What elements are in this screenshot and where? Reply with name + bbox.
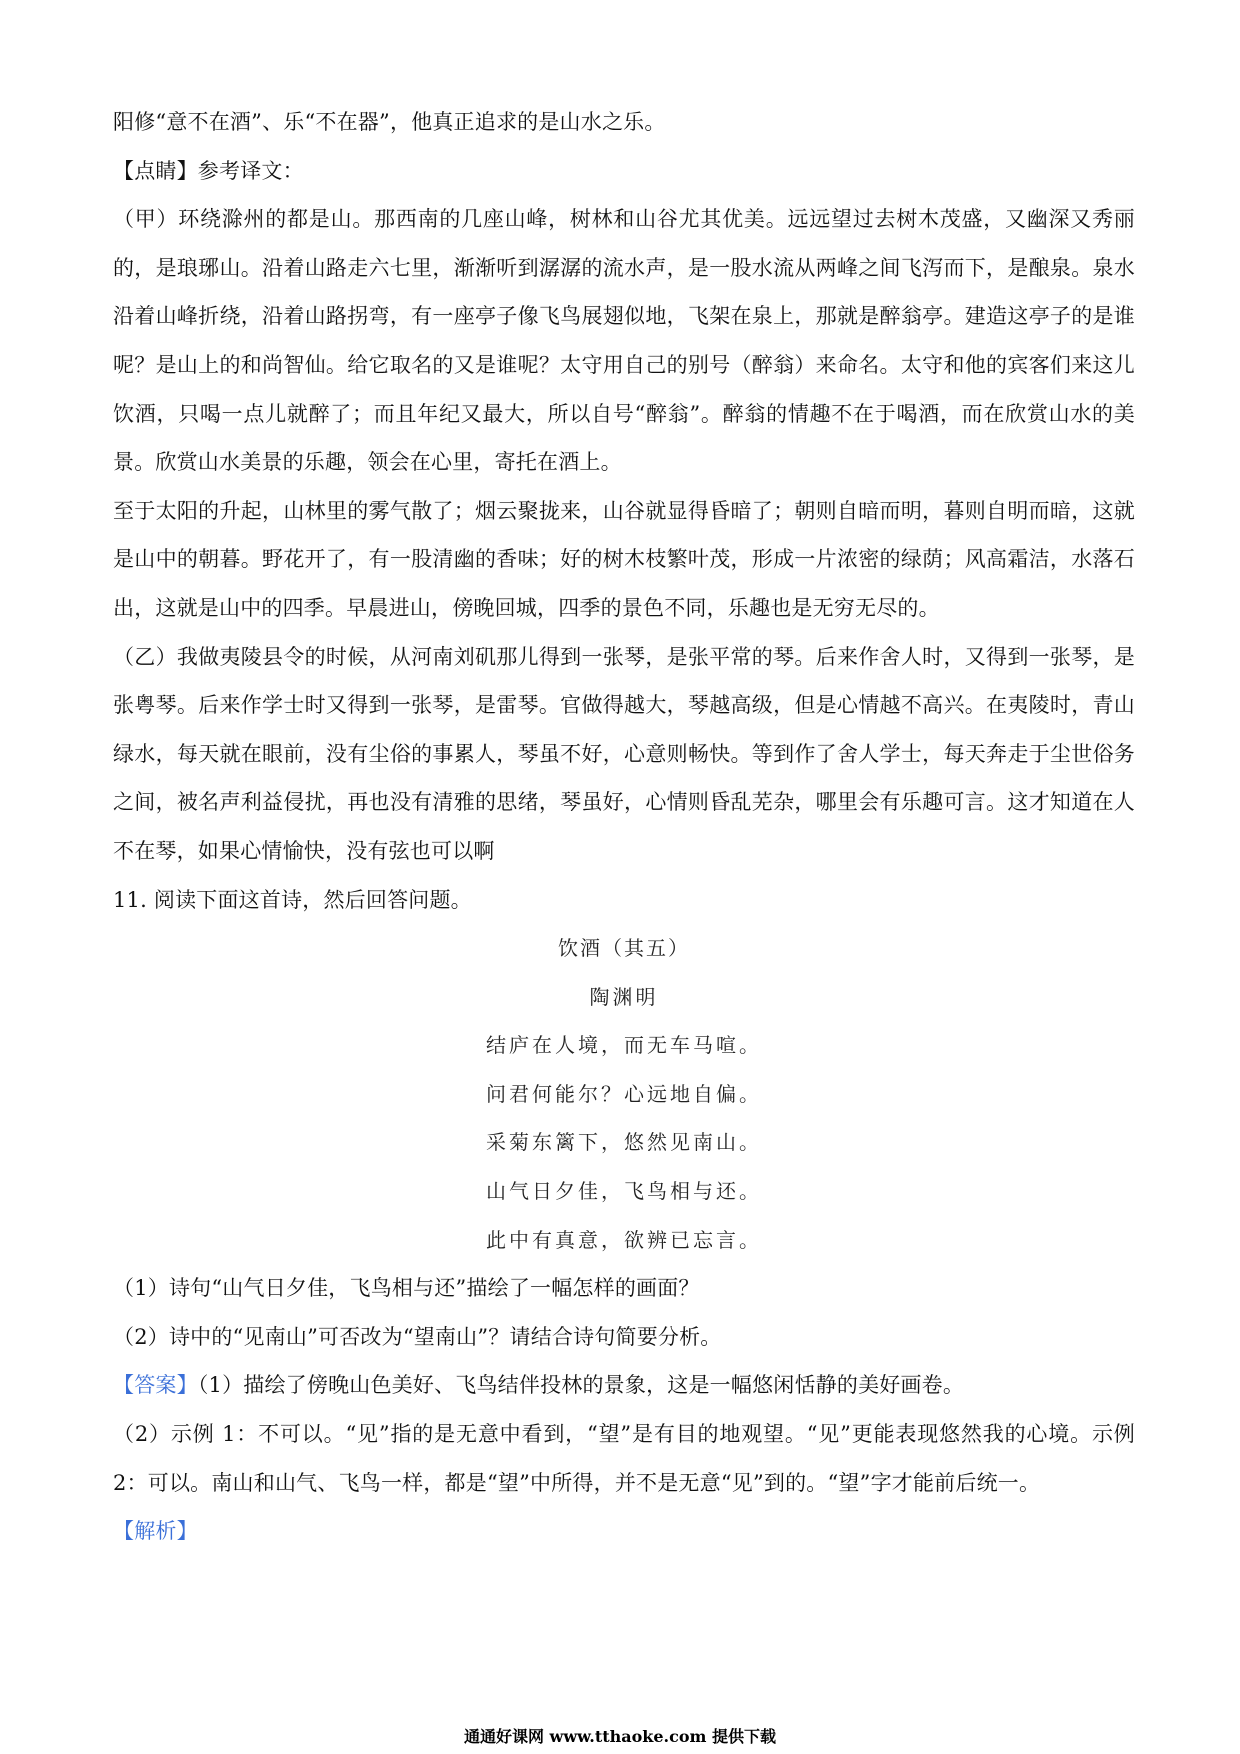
answer-paragraph [113, 1361, 1135, 1410]
answer-tag: 【答案】 [113, 1373, 198, 1398]
paragraph-translation-yi: （乙）我做夷陵县令的时候，从河南刘矶那儿得到一张琴，是张平常的琴。后来作舍人时，又得到一张琴，是张粤琴。后来作学士时又得到一张琴，是雷琴。官做得越大，琴越高级，但是心情越不高兴。在夷陵时，青山绿水，每天就在眼前，没有尘俗的事累人，琴虽不好，心意则畅快。等到作了舍人学士，每天奔走于尘世俗务之间，被名声利益侵扰，再也没有清雅的思绪，琴虽好，心情则昏乱芜杂，哪里会有乐趣可言。这才知道在人不在琴，如果心情愉快，没有弦也可以啊 [113, 644, 1135, 863]
poem-line: 采菊东篱下，悠然见南山。 [486, 1130, 762, 1155]
analysis-paragraph [113, 1507, 1135, 1556]
paragraph-translation-jia: （甲）环绕滁州的都是山。那西南的几座山峰，树林和山谷尤其优美。远远望过去树木茂盛，又幽深又秀丽的，是琅琊山。沿着山路走六七里，渐渐听到潺潺的流水声，是一股水流从两峰之间飞泻而下，是酿泉。泉水沿着山峰折绕，沿着山路拐弯，有一座亭子像飞鸟展翅似地，飞架在泉上，那就是醉翁亭。建造这亭子的是谁呢？是山上的和尚智仙。给它取名的又是谁呢？太守用自己的别号（醉翁）来命名。太守和他的宾客们来这儿饮酒，只喝一点儿就醉了；而且年纪又最大，所以自号“醉翁”。醉翁的情趣不在于喝酒，而在欣赏山水的美景。欣赏山水美景的乐趣，领会在心里，寄托在酒上。 [113, 207, 1135, 475]
poem-block [113, 924, 1135, 1264]
paragraph-translation-jia-2: 至于太阳的升起，山林里的雾气散了；烟云聚拢来，山谷就显得昏暗了；朝则自暗而明，暮则自明而暗，这就是山中的朝暮。野花开了，有一股清幽的香味；好的树木枝繁叶茂，形成一片浓密的绿荫；风高霜洁，水落石出，这就是山中的四季。早晨进山，傍晚回城，四季的景色不同，乐趣也是无穷无尽的。 [113, 498, 1135, 620]
content-area [113, 98, 1135, 1556]
poem-line: 结庐在人境，而无车马喧。 [486, 1033, 762, 1058]
poem-line: 此中有真意，欲辨已忘言。 [486, 1227, 762, 1252]
poem-line: 山气日夕佳，飞鸟相与还。 [486, 1179, 762, 1204]
page-footer: 通通好课网 www.tthaoke.com 提供下载 [463, 1727, 777, 1746]
analysis-tag: 【解析】 [113, 1519, 198, 1544]
paragraph-conclusion: 阳修“意不在酒”、乐“不在器”，他真正追求的是山水之乐。 [113, 110, 666, 134]
poem-line: 问君何能尔？心远地自偏。 [486, 1081, 762, 1106]
poem-title: 饮酒（其五） [558, 936, 690, 961]
answer-part-2: （2）示例 1：不可以。“见”指的是无意中看到，“望”是有目的地观望。“见”更能表现悠然我的心境。示例 2：可以。南山和山气、飞鸟一样，都是“望”中所得，并不是无意“见”到的。“望”字才能前后统一。 [113, 1422, 1135, 1495]
question-1: （1）诗句“山气日夕佳，飞鸟相与还”描绘了一幅怎样的画面？ [113, 1276, 700, 1301]
answer-part-1: （1）描绘了傍晚山色美好、飞鸟结伴投林的景象，这是一幅悠闲恬静的美好画卷。 [197, 1373, 965, 1398]
question-11-heading: 11. 阅读下面这首诗，然后回答问题。 [113, 887, 472, 912]
question-2: （2）诗中的“见南山”可否改为“望南山”？请结合诗句简要分析。 [113, 1324, 722, 1349]
paragraph-dianjing-heading: 【点睛】参考译文： [113, 158, 304, 183]
poem-author: 陶渊明 [589, 984, 659, 1009]
